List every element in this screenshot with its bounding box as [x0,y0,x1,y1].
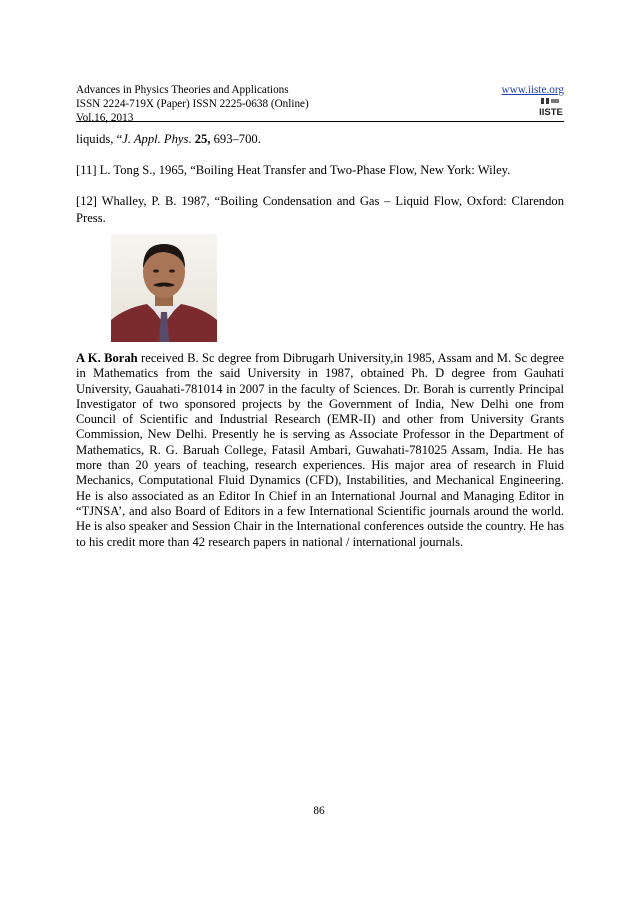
page-number: 86 [313,805,325,817]
website-link[interactable]: www.iiste.org [501,84,564,96]
biography-text: received B. Sc degree from Dibrugarh University,in 1985, Assam and M. Sc degree in Mathematics from the said University in 1987, obtained Ph. D degree from Gauhati University, Gauahati-781014 in 2007 in the faculty of Sciences. Dr. Borah is currently Principal Investigator of two sponsored projects by the Government of India, New Delhi one from Council of Scientific and Industrial Research (EMR-II) and other from University Grants Commission, New Delhi. Presently he is serving as Associate Professor in the Department of Mathematics, R. G. Baruah College, Fatasil Ambari, Guwahati-781025 Assam, India. He has more than 20 years of teaching, research experiences. His major area of research in Fluid Mechanics, Computational Fluid Dynamics (CFD), Instabilities, and Mechanical Engineering. He is also associated as an Editor In Chief in an International Journal and Managing Editor in “TJNSA’, and also Board of Editors in a few International Scientific journals around the world. He is also speaker and Session Chair in the International conferences outside the country. He has to his credit more than 42 research papers in national / international journals. [76,351,564,549]
svg-text:IISTE: IISTE [539,107,563,118]
header-rule [76,121,564,122]
author-biography [76,351,564,550]
journal-volume: 25, [194,132,211,146]
issn-line: ISSN 2224-719X (Paper) ISSN 2225-0638 (Online) [76,98,309,110]
reference-continuation: liquids, “J. Appl. Phys. 25, 693–700. [76,132,261,146]
reference-12: [12] Whalley, P. B. 1987, “Boiling Condensation and Gas – Liquid Flow, Oxford: Clarendon Press. [76,194,564,225]
journal-name: J. Appl. Phys [122,132,189,146]
iiste-logo [539,98,563,118]
journal-title: Advances in Physics Theories and Applications [76,84,289,96]
running-header [76,83,564,125]
reference-11: [11] L. Tong S., 1965, “Boiling Heat Transfer and Two-Phase Flow, New York: Wiley. [76,163,511,177]
author-name: A K. Borah [76,351,138,365]
author-photo [111,234,217,342]
volume-line: Vol.16, 2013 [76,112,134,124]
